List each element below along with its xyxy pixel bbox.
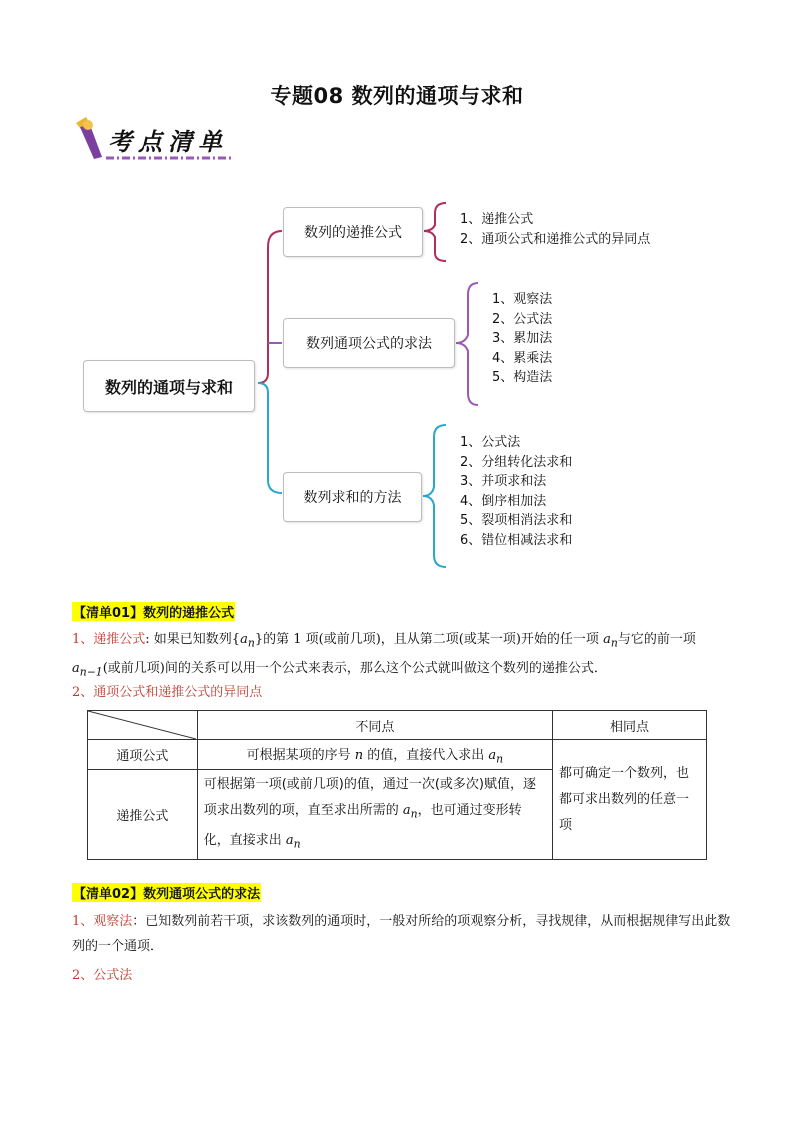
table-cell-same: 都可确定一个数列，也都可求出数列的任意一项 — [552, 740, 706, 860]
page-title: 专题08 数列的通项与求和 — [270, 84, 524, 108]
table-row-label: 通项公式 — [88, 740, 198, 770]
list-item: 2、分组转化法求和 — [460, 454, 573, 470]
table-header-diff: 不同点 — [197, 711, 552, 740]
diagonal-line — [88, 711, 196, 739]
list-item: 4、累乘法 — [492, 350, 553, 366]
table-header-same: 相同点 — [552, 711, 706, 740]
table-cell: 可根据某项的序号 n 的值，直接代入求出 $a_n$ — [197, 740, 552, 770]
comparison-table — [87, 710, 707, 860]
banner-title: 考点清单 — [108, 127, 228, 156]
list-item: 1、公式法 — [460, 435, 521, 450]
list-item: 3、并项求和法 — [460, 474, 547, 489]
list-item: 1、递推公式 — [460, 212, 534, 227]
table-cell: 可根据第一项(或前几项)的值，通过一次(或多次)赋值，逐项求出数列的项，直至求出所需的 $a_n$，也可通过变形转化，直接求出 $a_n$ — [197, 770, 552, 860]
mindmap-branch-general-term: 数列通项公式的求法 — [283, 318, 455, 368]
mindmap-branch-recursive: 数列的递推公式 — [283, 207, 423, 257]
table-row-label: 递推公式 — [88, 770, 198, 860]
section1-paragraph2: 2、通项公式和递推公式的异同点 — [72, 685, 263, 700]
branch3-items — [460, 433, 572, 550]
section1-heading: 【清单01】数列的递推公式 — [72, 602, 235, 621]
term-label: 1、观察法 — [72, 914, 133, 929]
mindmap-root: 数列的通项与求和 — [83, 360, 255, 412]
section2-heading: 【清单02】数列通项公式的求法 — [72, 883, 261, 902]
section1-paragraph1: 1、递推公式: 如果已知数列$\{a_n\}$的第 1 项(或前几项)，且从第二项(或某一项)开始的任一项 $a_n$与它的前一项$a_{n-1}$(或前几项)间的关系可以用一个公式来表示，那么这个公式就叫做这个数列的递推公式． — [72, 632, 696, 679]
list-item: 2、通项公式和递推公式的异同点 — [460, 231, 651, 247]
section2-paragraph2: 2、公式法 — [72, 968, 133, 983]
branch1-items — [460, 210, 650, 249]
list-item: 6、错位相减法求和 — [460, 532, 573, 548]
list-item: 1、观察法 — [492, 292, 553, 307]
mindmap-branch-summation: 数列求和的方法 — [283, 472, 422, 522]
list-item: 2、公式法 — [492, 311, 553, 327]
list-item: 5、裂项相消法求和 — [460, 513, 573, 528]
branch2-items — [492, 290, 552, 388]
list-item: 3、累加法 — [492, 331, 553, 346]
list-item: 5、构造法 — [492, 370, 553, 385]
section2-paragraph1: 1、观察法：已知数列前若干项，求该数列的通项时，一般对所给的项观察分析，寻找规律，从而根据规律写出此数列的一个通项． — [72, 914, 731, 954]
term-label: 1、递推公式 — [72, 632, 146, 647]
list-item: 4、倒序相加法 — [460, 493, 547, 509]
table-corner-cell — [88, 711, 198, 740]
